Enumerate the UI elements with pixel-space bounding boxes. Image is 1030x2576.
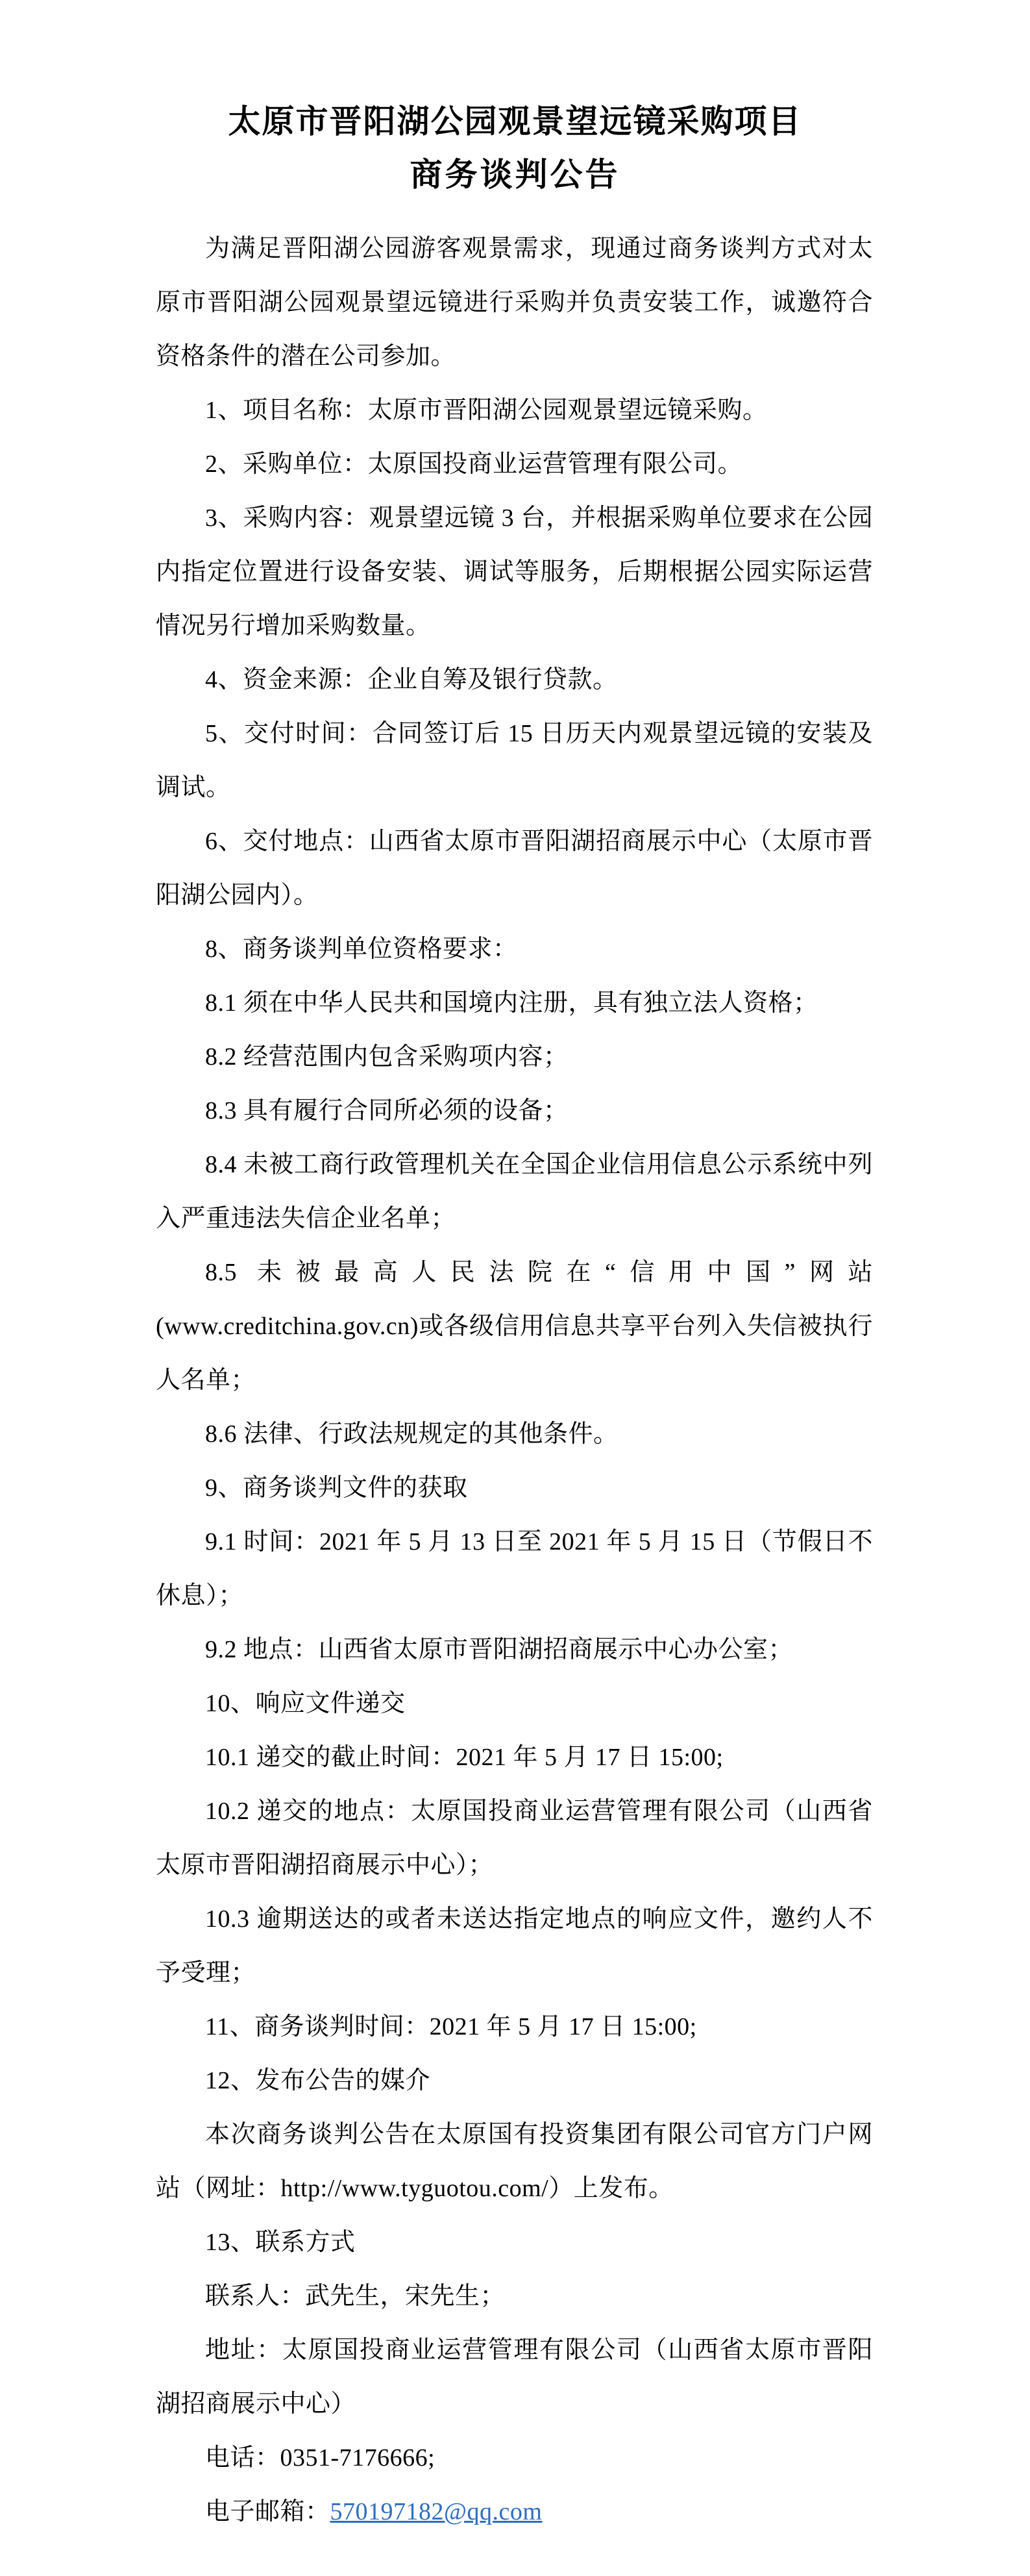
paragraph: 8.1 须在中华人民共和国境内注册，具有独立法人资格； bbox=[205, 989, 818, 1017]
paragraph: 9.2 地点：山西省太原市晋阳湖招商展示中心办公室； bbox=[205, 1636, 794, 1663]
paragraph: 联系人：武先生，宋先生； bbox=[205, 2283, 506, 2310]
paragraph: 9、商务谈判文件的获取 bbox=[205, 1474, 468, 1502]
paragraph: 10.3 逾期送达的或者未送达指定地点的响应文件，邀约人不予受理； bbox=[156, 1905, 873, 1987]
email-label: 电子邮箱： bbox=[205, 2498, 330, 2525]
paragraph: 13、联系方式 bbox=[205, 2229, 356, 2256]
paragraph: 5、交付时间：合同签订后 15 日历天内观景望远镜的安装及调试。 bbox=[156, 720, 873, 801]
paragraph: 8.3 具有履行合同所必须的设备； bbox=[205, 1097, 569, 1124]
paragraph: 1、项目名称：太原市晋阳湖公园观景望远镜采购。 bbox=[205, 397, 768, 424]
document-body bbox=[156, 222, 873, 2539]
paragraph: 11、商务谈判时间：2021 年 5 月 17 日 15:00; bbox=[205, 2013, 697, 2040]
paragraph: 10、响应文件递交 bbox=[205, 1690, 406, 1717]
paragraph: 8.2 经营范围内包含采购项内容； bbox=[205, 1043, 569, 1071]
paragraph: 8.5 未被最高人民法院在“信用中国”网站(www.creditchina.gov.cn)或各级信用信息共享平台列入失信被执行人名单； bbox=[156, 1259, 873, 1394]
paragraph: 8.4 未被工商行政管理机关在全国企业信用信息公示系统中列入严重违法失信企业名单； bbox=[156, 1151, 873, 1232]
paragraph: 地址：太原国投商业运营管理有限公司（山西省太原市晋阳湖招商展示中心） bbox=[156, 2336, 873, 2418]
paragraph: 10.1 递交的截止时间：2021 年 5 月 17 日 15:00; bbox=[205, 1744, 724, 1771]
paragraph: 本次商务谈判公告在太原国有投资集团有限公司官方门户网站（网址：http://www.tyguotou.com/）上发布。 bbox=[156, 2121, 873, 2202]
paragraph: 10.2 递交的地点：太原国投商业运营管理有限公司（山西省太原市晋阳湖招商展示中心）； bbox=[156, 1798, 873, 1879]
paragraph: 12、发布公告的媒介 bbox=[205, 2067, 431, 2094]
document-title: 太原市晋阳湖公园观景望远镜采购项目 bbox=[228, 103, 802, 140]
document-subtitle: 商务谈判公告 bbox=[410, 156, 620, 193]
paragraph: 8.6 法律、行政法规规定的其他条件。 bbox=[205, 1420, 619, 1448]
paragraph: 6、交付地点：山西省太原市晋阳湖招商展示中心（太原市晋阳湖公园内）。 bbox=[156, 828, 873, 909]
paragraph: 3、采购内容：观景望远镜 3 台，并根据采购单位要求在公园内指定位置进行设备安装、调试等服务，后期根据公园实际运营情况另行增加采购数量。 bbox=[156, 504, 873, 639]
paragraph: 2、采购单位：太原国投商业运营管理有限公司。 bbox=[205, 451, 743, 478]
paragraph bbox=[156, 2485, 873, 2539]
paragraph: 为满足晋阳湖公园游客观景需求，现通过商务谈判方式对太原市晋阳湖公园观景望远镜进行采购并负责安装工作，诚邀符合资格条件的潜在公司参加。 bbox=[156, 235, 873, 370]
paragraph: 9.1 时间：2021 年 5 月 13 日至 2021 年 5 月 15 日（节假日不休息）； bbox=[156, 1528, 873, 1609]
email-link[interactable]: 570197182@qq.com bbox=[330, 2498, 543, 2525]
paragraph: 8、商务谈判单位资格要求： bbox=[205, 935, 518, 963]
paragraph: 4、资金来源：企业自筹及银行贷款。 bbox=[205, 666, 618, 693]
paragraph: 电话：0351-7176666; bbox=[205, 2444, 435, 2471]
